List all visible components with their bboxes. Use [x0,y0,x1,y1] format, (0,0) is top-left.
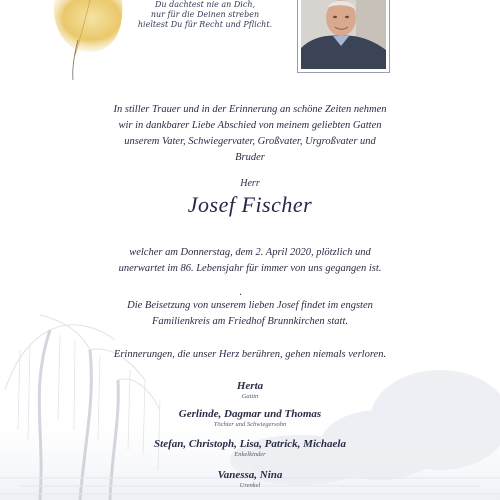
memory-quote: Erinnerungen, die unser Herz berühren, gehen niemals verloren. [113,349,387,360]
mourner-group [0,408,500,429]
funeral-line: Familienkreis am Friedhof Brunnkirchen statt. [151,316,349,327]
mourner-group [0,380,500,401]
mourner-role: Urenkel [239,482,261,489]
mourner-role: Gattin [241,393,259,400]
mourner-names: Gerlinde, Dagmar und Thomas [178,408,322,420]
deceased-name: Josef Fischer [187,192,313,217]
death-notice [0,245,500,277]
quote-line: Du dachtest nie an Dich, [154,0,256,9]
quote-line: hieltest Du für Recht und Pflicht. [137,20,273,29]
funeral-notice [0,298,500,330]
separator-dot: . [239,287,243,298]
intro-line: unserem Vater, Schwiegervater, Großvater, Urgroßvater und [124,136,376,147]
intro-paragraph [0,102,500,166]
mourner-role: Töchter und Schwiegersohn [213,421,287,428]
intro-line: In stiller Trauer und in der Erinnerung an schöne Zeiten nehmen [113,104,387,115]
mourner-role: Enkelkinder [234,451,266,458]
intro-line: wir in dankbarer Liebe Abschied von meinem geliebten Gatten [118,120,382,131]
mourner-group [0,469,500,490]
poem-quote [120,0,290,30]
mourner-names: Vanessa, Nina [217,469,283,481]
honorific: Herr [240,178,260,189]
quote-line: nur für die Deinen streben [150,10,260,19]
funeral-line: Die Beisetzung von unserem lieben Josef findet im engsten [127,300,373,311]
intro-line: Bruder [235,152,265,163]
death-notice-line: welcher am Donnerstag, dem 2. April 2020, plötzlich und [129,247,371,258]
portrait-photo [297,0,390,73]
death-notice-line: unerwartet im 86. Lebensjahr für immer von uns gegangen ist. [118,263,382,274]
mourner-names: Herta [236,380,264,392]
mourner-group [0,438,500,459]
portrait-image [301,0,386,69]
mourner-names: Stefan, Christoph, Lisa, Patrick, Michaela [154,438,346,450]
